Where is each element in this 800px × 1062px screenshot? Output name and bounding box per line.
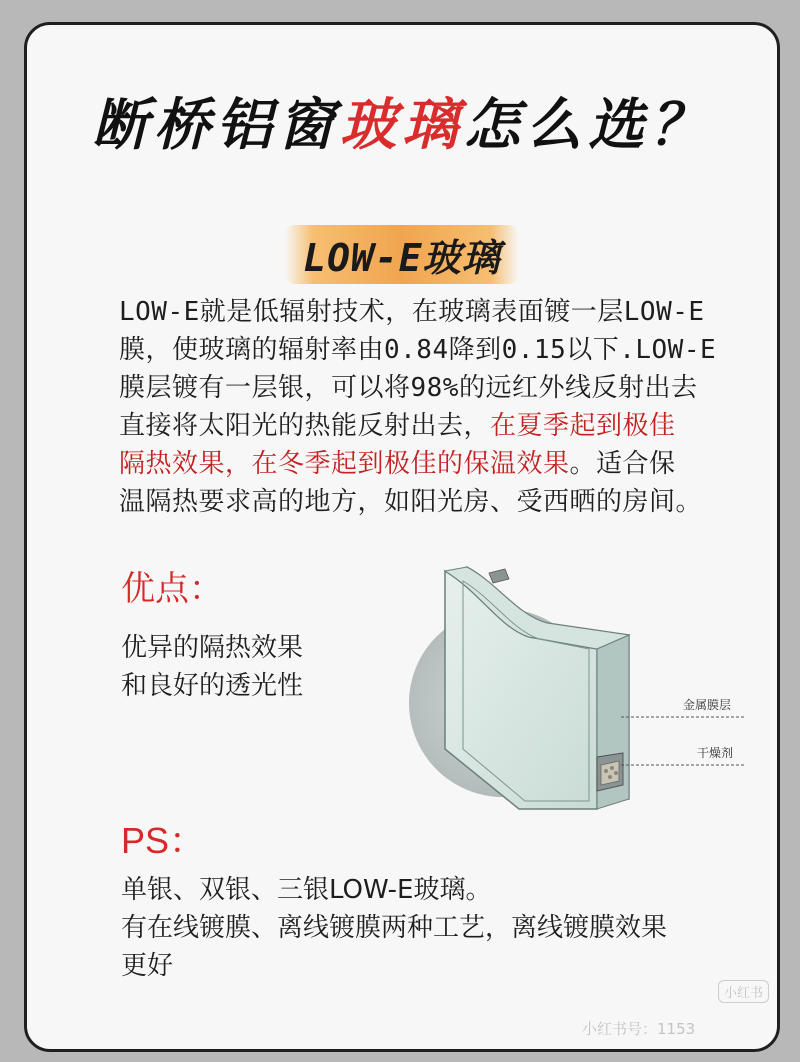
- description-line: 膜层镀有一层银，可以将98%的远红外线反射出去: [119, 373, 698, 403]
- pros-item: 和良好的透光性: [121, 671, 304, 701]
- watermark-id: 小红书号：1153: [582, 1020, 696, 1038]
- label-metal-film: 金属膜层: [683, 698, 732, 712]
- ps-line: 更好: [121, 951, 174, 981]
- ps-line: 有在线镀膜、离线镀膜两种工艺，离线镀膜效果: [121, 913, 668, 943]
- top-spacer: [489, 569, 509, 583]
- description-line: 温隔热要求高的地方，如阳光房、受西晒的房间。: [119, 487, 703, 517]
- ps-list: [121, 871, 781, 985]
- page-title: [27, 81, 777, 161]
- pros-list: [121, 629, 303, 705]
- description-line: [119, 407, 779, 445]
- title-part1: 断桥铝窗: [92, 93, 340, 158]
- watermark-logo: 小红书: [718, 980, 769, 1003]
- ps-line: 单银、双银、三银LOW-E玻璃。: [121, 875, 492, 905]
- desiccant-grain: [610, 766, 614, 770]
- subtitle-container: [27, 225, 777, 284]
- desiccant-grain: [604, 769, 608, 773]
- glass-diagram-svg: [407, 553, 767, 815]
- description-text: 。适合保: [569, 449, 676, 479]
- ps-heading: PS：: [121, 820, 206, 861]
- label-desiccant: 干燥剂: [697, 746, 734, 760]
- description-line: LOW-E就是低辐射技术，在玻璃表面镀一层LOW-E: [119, 297, 705, 327]
- description-line: 膜，使玻璃的辐射率由0.84降到0.15以下.LOW-E: [119, 335, 717, 365]
- description-text: 直接将太阳光的热能反射出去，: [119, 411, 491, 441]
- subtitle: LOW-E玻璃: [285, 225, 518, 284]
- glass-diagram: [407, 553, 767, 815]
- pros-item: 优异的隔热效果: [121, 633, 304, 663]
- desiccant-grain: [608, 775, 612, 779]
- title-part2: 怎么选？: [464, 93, 712, 158]
- description-paragraph: [119, 293, 779, 521]
- description-red-text: 在夏季起到极佳: [490, 411, 676, 441]
- content-card: [24, 22, 780, 1052]
- pros-heading: 优点：: [121, 569, 223, 609]
- description-line: [119, 445, 779, 483]
- desiccant-grain: [614, 771, 618, 775]
- title-highlight: 玻璃: [340, 93, 464, 158]
- description-red-text: 隔热效果，在冬季起到极佳的保温效果: [119, 449, 570, 479]
